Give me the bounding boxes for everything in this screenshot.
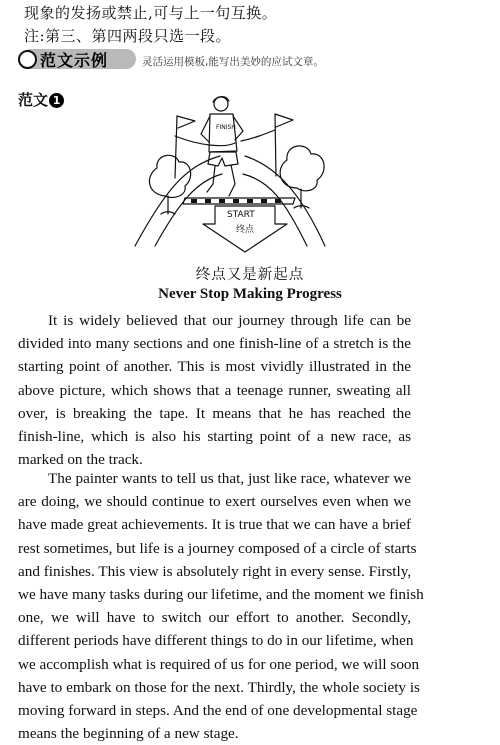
paragraph-line: It is widely believed that our journey through life can be: [48, 312, 411, 329]
paragraph-line: over, is breaking the tape. It means that he has reached the: [18, 404, 411, 422]
paragraph-line: we have many tasks during our lifetime, and the moment we finish: [18, 586, 424, 604]
illustration-caption: 终点又是新起点: [195, 267, 305, 283]
intro-line-2: 注:第三、第四两段只选一段。: [24, 27, 232, 45]
essay-title: Never Stop Making Progress: [158, 286, 342, 302]
paragraph-line: means the beginning of a new stage.: [18, 725, 239, 743]
paragraph-line: rest sometimes, but life is a journey composed of a circle of starts: [18, 539, 417, 557]
paragraph-line: different periods have different things to do in our lifetime, when: [18, 632, 414, 650]
paragraph-line: and finishes. This view is absolutely right in every sense. Firstly,: [18, 562, 412, 580]
example-number-badge: 1: [49, 93, 64, 108]
paragraph-line: above picture, which shows that a teenage runner, sweating all: [18, 381, 411, 399]
paragraph-line: divided into many sections and one finish-line of a stretch is the: [18, 335, 411, 353]
paragraph-line: finish-line, which is also his starting point of a new race, as: [18, 428, 411, 446]
example-label: [18, 89, 64, 110]
paragraph-line: marked on the track.: [18, 451, 143, 469]
intro-line-1: 现象的发扬或禁止,可与上一句互换。: [24, 4, 278, 22]
finish-line-illustration: [125, 96, 340, 254]
paragraph-line: starting point of another. This is most vividly illustrated in the: [18, 358, 411, 376]
start-sign-text: START: [227, 210, 255, 220]
example-label-text: 范文: [18, 91, 49, 109]
essay-paragraph-1: [18, 309, 411, 471]
paragraph-line: have made great achievements. It is true that we can have a brief: [18, 516, 411, 534]
paragraph-line: moving forward in steps. And the end of one developmental stage: [18, 702, 418, 720]
section-header: [18, 48, 488, 72]
paragraph-line: The painter wants to tell us that, just like race, whatever we: [48, 470, 411, 487]
paragraph-line: are doing, we should continue to exert ourselves even when we: [18, 493, 411, 511]
essay-paragraph-2: [18, 467, 424, 745]
section-circle-icon: [18, 50, 37, 69]
paragraph-line: one, we will have to switch our effort to another. Secondly,: [18, 609, 411, 627]
arrow-text: 终点: [236, 225, 255, 235]
section-title: 范文示例: [40, 51, 109, 70]
runner-shirt-text: FINISH: [216, 124, 236, 131]
paragraph-line: have to embark on those for the next. Thirdly, the whole society is: [18, 678, 420, 696]
section-note: 灵活运用模板,能写出美妙的应试文章。: [142, 56, 324, 68]
paragraph-line: we accomplish what is required of us for one period, we will soon: [18, 655, 420, 673]
